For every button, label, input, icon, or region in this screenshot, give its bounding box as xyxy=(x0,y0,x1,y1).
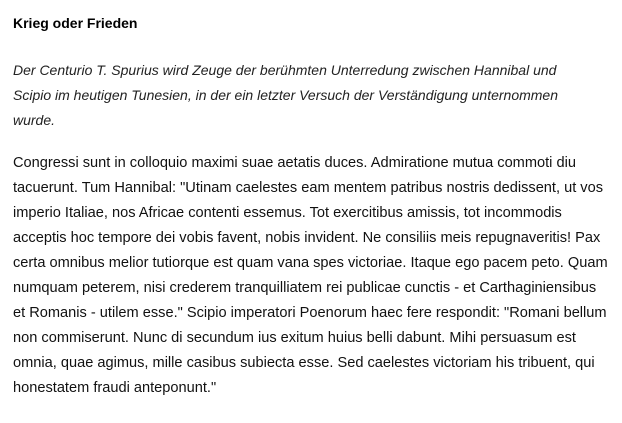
body-line: imperio Italiae, nos Africae contenti essemus. Tot exercitibus amissis, tot incommodis xyxy=(13,205,562,221)
intro-line: Der Centurio T. Spurius wird Zeuge der berühmten Unterredung zwischen Hannibal und xyxy=(13,62,557,78)
body-line: non commiserunt. Nunc di secundum ius exitum huius belli dabunt. Mihi persuasum est xyxy=(13,330,576,346)
intro-paragraph xyxy=(13,58,613,133)
body-line: tacuerunt. Tum Hannibal: "Utinam caelestes eam mentem patribus nostris dedissent, ut vos xyxy=(13,180,604,196)
body-line: numquam peterem, nisi crederem tranquilliatem rei publicae cunctis - et Carthaginiensibus xyxy=(13,280,597,296)
body-line: honestatem fraudi anteponunt." xyxy=(13,380,217,396)
document-title: Krieg oder Frieden xyxy=(13,15,138,31)
body-line: et Romanis - utilem esse." Scipio imperatori Poenorum haec fere respondit: "Romani bellum xyxy=(13,305,607,321)
intro-line: Scipio im heutigen Tunesien, in der ein letzter Versuch der Verständigung unternommen xyxy=(13,87,559,103)
latin-paragraph xyxy=(13,151,622,401)
intro-line: wurde. xyxy=(13,112,56,128)
body-line: omnia, quae agimus, mille casibus subiecta esse. Sed caelestes victoriam his tribuent, qui xyxy=(13,355,595,371)
body-line: acceptis hoc tempore dei vobis favent, nobis invident. Ne consiliis meis repugnaveritis! Pax xyxy=(13,230,601,246)
body-line: certa omnibus melior tutiorque est quam vana spes victoriae. Itaque ego pacem peto. Quam xyxy=(13,255,608,271)
body-line: Congressi sunt in colloquio maximi suae aetatis duces. Admiratione mutua commoti diu xyxy=(13,155,576,171)
